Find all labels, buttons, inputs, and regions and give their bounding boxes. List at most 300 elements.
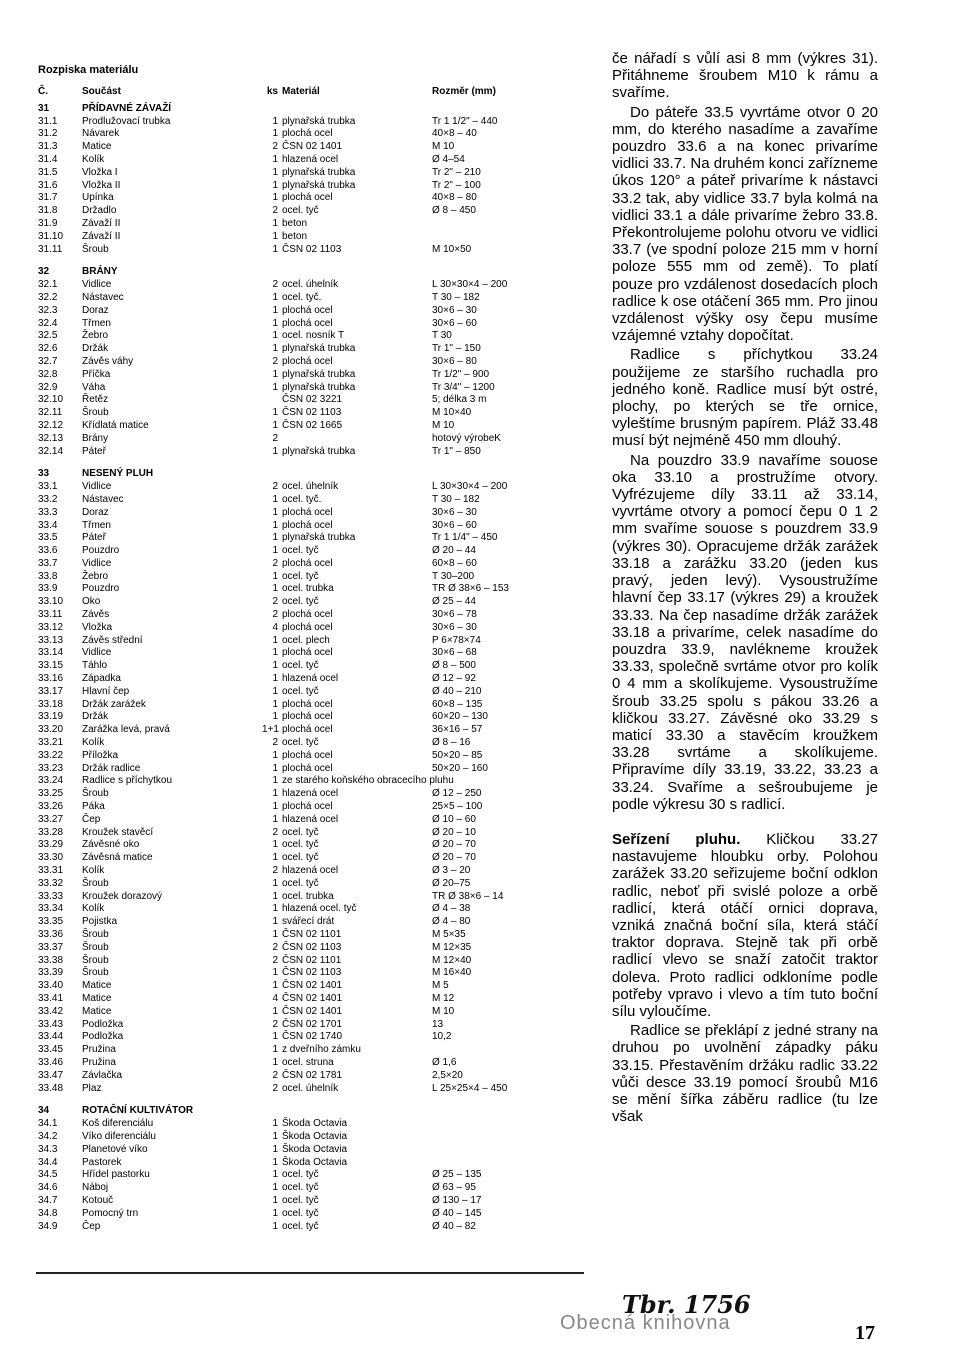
cell-ks: 1 [272, 519, 278, 531]
table-row [38, 279, 578, 292]
cell-mat: ČSN 02 1701 [282, 1018, 343, 1030]
cell-dim: Tr 2" – 100 [432, 179, 481, 191]
cell-mat: plynařská trubka [282, 179, 356, 191]
cell-dim: Ø 1,6 [432, 1056, 457, 1068]
cell-part: Čep [82, 1220, 101, 1232]
cell-dim: 30×6 – 30 [432, 506, 477, 518]
cell-dim: Ø 3 – 20 [432, 865, 471, 877]
cell-mat: hlazená ocel [282, 788, 339, 800]
cell-mat: ČSN 02 1665 [282, 419, 343, 431]
cell-ks: 2 [272, 954, 278, 966]
cell-dim: TR Ø 38×6 – 14 [432, 890, 504, 902]
cell-ks: 1 [272, 685, 278, 697]
cell-mat [282, 1105, 432, 1118]
cell-part: Kolík [82, 865, 105, 877]
header-mat: Materiál [282, 86, 320, 97]
cell-part: Prodlužovací trubka [82, 115, 171, 127]
cell-mat: ocel. trubka [282, 890, 334, 902]
cell-ks: 1 [272, 711, 278, 723]
table-row [38, 903, 578, 916]
cell-mat: plynařská trubka [282, 532, 356, 544]
cell-ks: 1 [272, 1130, 278, 1142]
cell-mat: ocel. tyč [282, 596, 319, 608]
cell-no: 31.2 [38, 128, 58, 140]
cell-dim: Tr 2" – 210 [432, 166, 481, 178]
cell-mat [282, 433, 432, 446]
cell-dim [432, 266, 572, 279]
cell-mat: plochá ocel [282, 647, 333, 659]
table-row [38, 167, 578, 180]
cell-dim: M 10 [432, 1005, 455, 1017]
cell-mat: ČSN 02 1103 [282, 407, 342, 419]
cell-ks: 1 [272, 1220, 278, 1232]
paragraph-3: Radlice s příchytkou 33.24 použijeme ze staršího ruchadla pro jedného koně. Radlice musí být ostré, plochy, po kterých se tře ornice, vyleštíme brusným papírem. Pláž 33.48 musí být nejméně 450 mm dlouhý. [612, 346, 878, 450]
cell-no: 31.1 [38, 115, 58, 127]
cell-part: Matice [82, 980, 112, 992]
cell-part: Závlačka [82, 1069, 123, 1081]
cell-part: Nástavec [82, 291, 124, 303]
bottom-rule [36, 1272, 584, 1274]
page-number: 17 [855, 1322, 875, 1344]
cell-mat: ČSN 02 1401 [282, 992, 343, 1004]
cell-no: 33.23 [38, 762, 64, 774]
cell-mat: ocel. úhelník [282, 1082, 339, 1094]
table-row [38, 1169, 578, 1182]
cell-mat: ocel. struna [282, 1056, 334, 1068]
table-row [38, 583, 578, 596]
cell-no: 34.2 [38, 1130, 58, 1142]
cell-mat: plochá ocel [282, 749, 333, 761]
cell-ks: 1 [272, 967, 278, 979]
cell-ks: 2 [272, 1082, 278, 1094]
cell-part: Hřídel pastorku [82, 1169, 150, 1181]
table-row [38, 865, 578, 878]
cell-no: 33.28 [38, 826, 64, 838]
cell-mat: Škoda Octavia [282, 1156, 348, 1168]
cell-part: Zarážka levá, pravá [82, 724, 170, 736]
cell-dim [432, 468, 572, 481]
cell-ks: 1 [272, 980, 278, 992]
cell-dim: 36×16 – 57 [432, 724, 483, 736]
cell-no: 34.5 [38, 1169, 58, 1181]
table-row [38, 814, 578, 827]
cell-no: 33.2 [38, 493, 58, 505]
section-row [38, 468, 578, 481]
cell-part: Podložka [82, 1031, 124, 1043]
cell-no: 31.11 [38, 243, 63, 255]
cell-no: 33.42 [38, 1005, 64, 1017]
cell-mat: hlazená ocel [282, 813, 339, 825]
table-row [38, 967, 578, 980]
cell-ks: 4 [272, 621, 278, 633]
cell-no: 34.1 [38, 1118, 58, 1130]
cell-ks: 1 [272, 1207, 278, 1219]
cell-dim: M 5 [432, 980, 449, 992]
cell-part: PŘÍDAVNÉ ZÁVAŽÍ [82, 102, 172, 114]
library-stamp: Obecná knihovna [560, 1312, 731, 1334]
cell-ks [262, 266, 282, 279]
cell-mat: Škoda Octavia [282, 1130, 348, 1142]
cell-no: 32.3 [38, 304, 58, 316]
cell-part: Šroub [82, 954, 109, 966]
cell-no: 33.29 [38, 839, 64, 851]
cell-dim: Ø 40 – 145 [432, 1207, 482, 1219]
cell-mat: ocel. tyč [282, 685, 319, 697]
cell-dim: Ø 20 – 70 [432, 852, 476, 864]
table-row [38, 891, 578, 904]
cell-part: Šroub [82, 877, 109, 889]
cell-part: Šroub [82, 929, 109, 940]
cell-part: Víko diferenciálu [82, 1130, 156, 1142]
cell-dim: M 16×40 [432, 967, 472, 979]
cell-no: 33.35 [38, 916, 64, 928]
table-row [38, 1083, 578, 1096]
cell-dim [432, 1144, 572, 1157]
cell-no: 32.4 [38, 317, 58, 329]
cell-part: Brány [82, 432, 109, 444]
cell-dim: 30×6 – 60 [432, 519, 477, 531]
cell-mat: ČSN 02 1401 [282, 980, 343, 992]
cell-part: Vložka I [82, 166, 118, 178]
cell-ks [262, 1105, 282, 1118]
material-list-rows [38, 103, 578, 1234]
table-row [38, 839, 578, 852]
table-row [38, 330, 578, 343]
cell-mat [282, 103, 432, 116]
table-row [38, 686, 578, 699]
cell-ks: 1 [272, 929, 278, 940]
table-row [38, 571, 578, 584]
cell-no: 32.14 [38, 445, 64, 457]
cell-mat: Škoda Octavia [282, 1118, 348, 1130]
cell-ks [262, 394, 282, 407]
cell-mat [282, 266, 432, 279]
cell-part: Žebro [82, 330, 109, 342]
cell-no: 33.3 [38, 506, 58, 518]
cell-dim: M 10 [432, 141, 455, 153]
cell-no: 32.10 [38, 394, 64, 406]
cell-no: 32.2 [38, 291, 58, 303]
cell-ks: 1 [272, 583, 278, 595]
cell-dim: Ø 8 – 16 [432, 737, 471, 749]
cell-no: 34.3 [38, 1143, 58, 1155]
cell-mat: plochá ocel [282, 192, 333, 204]
table-row [38, 1044, 578, 1057]
cell-mat: ČSN 02 1101 [282, 929, 342, 940]
table-row [38, 916, 578, 929]
cell-ks: 1 [272, 1143, 278, 1155]
table-row [38, 343, 578, 356]
cell-no: 33.27 [38, 813, 64, 825]
cell-part: Závaží II [82, 230, 121, 242]
table-row [38, 801, 578, 814]
cell-mat: plochá ocel [282, 762, 333, 774]
cell-dim: M 12 [432, 992, 455, 1004]
cell-part: Matice [82, 1005, 112, 1017]
cell-no: 33.32 [38, 877, 64, 889]
cell-dim: Ø 4 – 38 [432, 903, 471, 915]
table-row [38, 481, 578, 494]
table-row [38, 929, 578, 942]
cell-part: Nástavec [82, 493, 124, 505]
cell-ks: 1 [272, 570, 278, 582]
cell-mat: plynařská trubka [282, 445, 356, 457]
table-row [38, 724, 578, 737]
cell-ks [262, 103, 282, 116]
cell-part: Pouzdro [82, 545, 120, 557]
cell-ks: 2 [272, 596, 278, 608]
cell-mat: ocel. tyč [282, 839, 319, 851]
cell-part: Vložka [82, 621, 113, 633]
cell-no: 31.5 [38, 166, 58, 178]
header-dim: Rozměr (mm) [432, 86, 496, 97]
cell-ks: 2 [272, 737, 278, 749]
cell-dim [432, 1105, 572, 1118]
cell-no: 33.5 [38, 532, 58, 544]
cell-mat: ze starého koňského obracecího pluhu [282, 775, 454, 787]
table-row [38, 1131, 578, 1144]
cell-mat: z dveřního zámku [282, 1044, 361, 1056]
table-row [38, 305, 578, 318]
table-row [38, 318, 578, 331]
cell-no: 33.19 [38, 711, 64, 723]
cell-no: 32.11 [38, 407, 63, 419]
table-row [38, 1019, 578, 1032]
cell-part: Křídlatá matice [82, 419, 149, 431]
table-row [38, 673, 578, 686]
cell-no: 33.7 [38, 557, 58, 569]
table-row [38, 292, 578, 305]
cell-no: 32.5 [38, 330, 58, 342]
cell-part: Hlavní čep [82, 685, 130, 697]
cell-mat: ČSN 02 3221 [282, 394, 343, 406]
cell-dim: T 30 – 182 [432, 493, 480, 505]
cell-no: 31.8 [38, 205, 58, 217]
table-row [38, 993, 578, 1006]
cell-part: Pomocný trn [82, 1207, 139, 1219]
cell-ks: 1 [272, 493, 278, 505]
cell-dim: 40×8 – 80 [432, 192, 477, 204]
cell-dim: Ø 4–54 [432, 153, 465, 165]
cell-mat: hlazená ocel. tyč [282, 903, 357, 915]
cell-ks: 1 [272, 381, 278, 393]
cell-ks: 1 [272, 647, 278, 659]
cell-ks: 1 [272, 545, 278, 557]
cell-part: Šroub [82, 407, 109, 419]
cell-ks: 1 [272, 445, 278, 457]
cell-no: 33.30 [38, 852, 64, 864]
material-list [38, 60, 578, 1233]
cell-no: 33.45 [38, 1044, 64, 1056]
table-row [38, 369, 578, 382]
cell-dim: Ø 20–75 [432, 877, 471, 889]
table-row [38, 545, 578, 558]
table-row [38, 532, 578, 545]
cell-no: 33.13 [38, 634, 64, 646]
cell-mat: plochá ocel [282, 317, 333, 329]
cell-no: 33.12 [38, 621, 64, 633]
cell-no: 32.9 [38, 381, 58, 393]
cell-dim: 13 [432, 1018, 444, 1030]
cell-mat: plochá ocel [282, 355, 333, 367]
cell-dim: M 5×35 [432, 929, 466, 940]
table-row [38, 660, 578, 673]
cell-mat: ČSN 02 1103 [282, 941, 342, 953]
table-row [38, 596, 578, 609]
table-row [38, 407, 578, 420]
cell-mat [282, 468, 432, 481]
cell-mat: ocel. tyč. [282, 291, 322, 303]
cell-part: Šroub [82, 967, 109, 979]
handwritten-note: Tbr. 1756 [622, 1290, 751, 1319]
table-row [38, 205, 578, 218]
cell-part: Planetové víko [82, 1143, 148, 1155]
cell-mat: plynařská trubka [282, 343, 356, 355]
cell-ks: 1 [272, 749, 278, 761]
cell-part: Žebro [82, 570, 109, 582]
cell-part: Doraz [82, 506, 109, 518]
cell-part: Kolík [82, 903, 105, 915]
cell-dim: Tr 1" – 850 [432, 445, 481, 457]
cell-no: 33.14 [38, 647, 64, 659]
cell-mat: plochá ocel [282, 801, 333, 813]
cell-dim: Ø 130 – 17 [432, 1194, 482, 1206]
cell-no: 34 [38, 1105, 50, 1117]
cell-dim: 25×5 – 100 [432, 801, 483, 813]
table-row [38, 1157, 578, 1170]
cell-part: Pružina [82, 1056, 116, 1068]
cell-ks: 1 [272, 1005, 278, 1017]
cell-mat: plynařská trubka [282, 381, 356, 393]
cell-ks: 2 [272, 205, 278, 217]
cell-mat: ČSN 02 1103 [282, 243, 342, 255]
article-text [612, 50, 878, 1125]
paragraph-5-body: Kličkou 33.27 nastavujeme hloubku orby. Polohou zarážek 33.20 seřizujeme boční odklon radlic, neboť při svislé poloze a orbě radlicí, která otáčí ornici doprava, vzniká značná boční síla, která stáčí traktor doprava. Stejně tak při orbě radlicí vlevo se snaží zatočit traktor doleva. Proto radlici odkloníme podle potřeby vpravo i vlevo a tím tuto boční sílu vyloučíme. [612, 830, 879, 1020]
cell-no: 33.1 [38, 481, 58, 493]
table-row [38, 128, 578, 141]
cell-mat: ocel. tyč. [282, 493, 322, 505]
cell-ks: 1 [272, 532, 278, 544]
cell-no: 33.43 [38, 1018, 64, 1030]
table-row [38, 420, 578, 433]
cell-no: 32.8 [38, 368, 58, 380]
cell-ks: 2 [272, 609, 278, 621]
cell-mat: ocel. tyč [282, 205, 319, 217]
table-row [38, 154, 578, 167]
cell-ks: 2 [272, 432, 278, 444]
cell-ks: 2 [272, 865, 278, 877]
cell-ks: 1 [272, 166, 278, 178]
cell-part: Držák [82, 711, 109, 723]
cell-part: Náboj [82, 1182, 109, 1194]
cell-no: 33.24 [38, 775, 64, 787]
cell-mat: plochá ocel [282, 609, 333, 621]
cell-ks: 1 [272, 775, 278, 787]
section-row [38, 103, 578, 116]
paragraph-2: Do páteře 33.5 vyvrtáme otvor 0 20 mm, do kterého nasadíme a zavaříme pouzdro 33.6 a na konec privaríme vidlici 33.7. Na druhém konci zařízneme úkos 120° a páteř privaríme k nástavci 33.2 tak, aby vidlice 33.7 byla kolmá na vidlici 33.1 a dále privaríme žebro 33.8. Překontrolujeme polohu otvoru ve vidlici 33.7 (ve spodní poloze 215 mm v horní poloze 555 mm od země). To platí pouze pro vzdálenost dosedacích ploch radlice k ose otáčení 365 mm. Pro jinou vzdálenost výšky osy čepu musíme vzájemné vztahy dopočítat. [612, 103, 878, 345]
cell-ks: 2 [272, 141, 278, 153]
cell-mat: ocel. tyč [282, 660, 319, 672]
cell-part: Koš diferenciálu [82, 1118, 154, 1130]
cell-ks: 1 [272, 304, 278, 316]
cell-ks: 1 [272, 115, 278, 127]
section-gap [38, 458, 578, 468]
cell-no: 31.9 [38, 217, 58, 229]
section-gap [38, 256, 578, 266]
cell-mat: ČSN 02 1781 [282, 1069, 343, 1081]
cell-no: 31 [38, 102, 50, 114]
cell-ks: 1 [272, 179, 278, 191]
cell-dim: Ø 12 – 250 [432, 788, 482, 800]
material-list-header [38, 86, 578, 99]
cell-ks: 1 [272, 330, 278, 342]
paragraph-1: če nářadí s vůlí asi 8 mm (výkres 31). Přitáhneme šroubem M10 k rámu a svaříme. [612, 50, 878, 102]
cell-no: 33.36 [38, 929, 64, 940]
cell-mat: ocel. tyč [282, 1220, 319, 1232]
cell-part: Vidlice [82, 647, 112, 659]
paragraph-6: Radlice se překlápí z jedné strany na druhou po uvolnění západky páku 33.15. Přestavěním držáku radlic 33.22 vůči desce 33.19 pomocí šroubů M16 se mění šířka záběru radlice (tu lze však [612, 1022, 878, 1126]
table-row [38, 1070, 578, 1083]
cell-mat: beton [282, 217, 308, 229]
cell-dim: Ø 8 – 450 [432, 205, 476, 217]
cell-no: 33.41 [38, 992, 64, 1004]
cell-no: 32 [38, 266, 50, 278]
table-row [38, 737, 578, 750]
table-row [38, 1031, 578, 1044]
cell-dim: hotový výrobeK [432, 432, 501, 444]
cell-part: Vidlice [82, 557, 112, 569]
cell-mat: ocel. trubka [282, 583, 334, 595]
cell-part: Vidlice [82, 481, 112, 493]
cell-dim: M 12×35 [432, 941, 472, 953]
table-row [38, 507, 578, 520]
cell-dim: TR Ø 38×6 – 153 [432, 583, 509, 595]
cell-no: 33.25 [38, 788, 64, 800]
table-row [38, 382, 578, 395]
cell-no: 33.18 [38, 698, 64, 710]
cell-mat: ČSN 02 1103 [282, 967, 342, 979]
cell-no: 31.3 [38, 141, 58, 153]
cell-ks: 1 [272, 368, 278, 380]
cell-part: Čep [82, 813, 101, 825]
cell-dim: 40×8 – 40 [432, 128, 477, 140]
cell-mat: ocel. tyč [282, 826, 319, 838]
table-row [38, 763, 578, 776]
cell-ks: 1 [272, 153, 278, 165]
table-row [38, 1208, 578, 1221]
cell-ks: 1 [272, 762, 278, 774]
cell-no: 33.34 [38, 903, 64, 915]
cell-dim: L 30×30×4 – 200 [432, 481, 508, 493]
cell-part: Závěs střední [82, 634, 143, 646]
cell-no: 33.10 [38, 596, 64, 608]
cell-ks: 1 [272, 1194, 278, 1206]
cell-mat: ocel. tyč [282, 852, 319, 864]
cell-dim: T 30 – 182 [432, 291, 480, 303]
cell-part: Táhlo [82, 660, 108, 672]
cell-ks: 1 [272, 1044, 278, 1056]
cell-ks: 2 [272, 355, 278, 367]
table-row [38, 218, 578, 231]
table-row [38, 609, 578, 622]
cell-part: Příčka [82, 368, 111, 380]
cell-no: 32.12 [38, 419, 64, 431]
cell-part: Váha [82, 381, 106, 393]
cell-dim: 50×20 – 160 [432, 762, 488, 774]
cell-ks: 1 [272, 230, 278, 242]
cell-mat: ocel. tyč [282, 1194, 319, 1206]
cell-mat: hlazená ocel [282, 153, 339, 165]
